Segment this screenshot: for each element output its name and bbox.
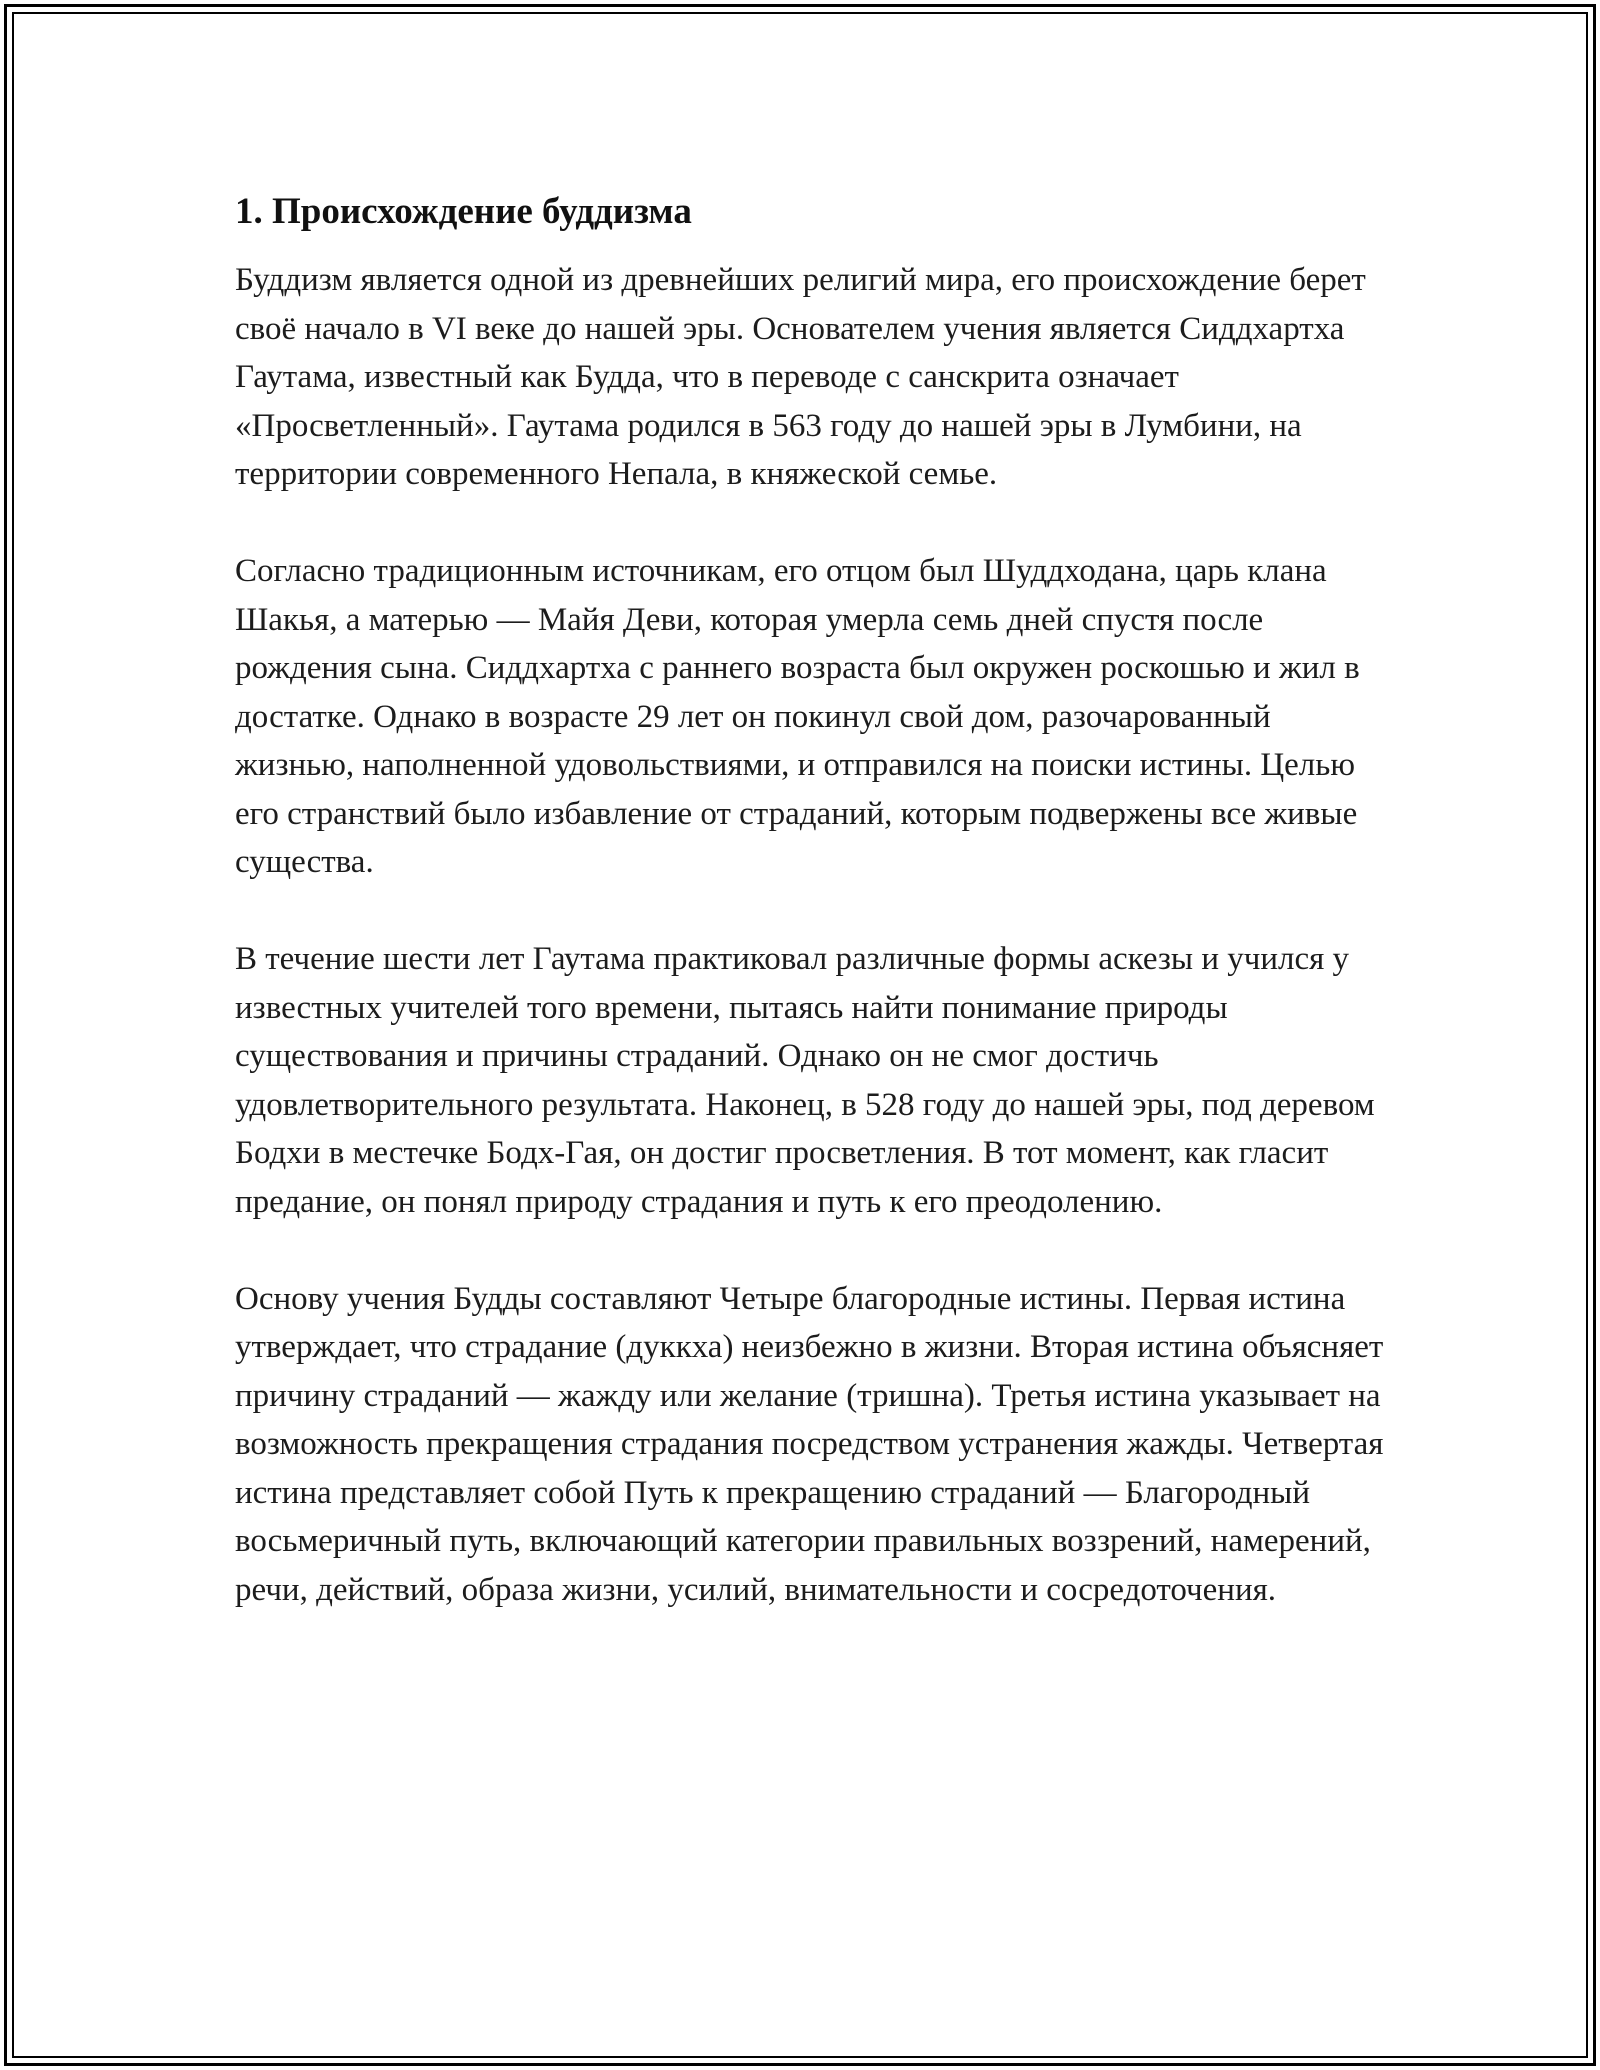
paragraph-4: Основу учения Будды составляют Четыре благородные истины. Первая истина утверждает, что страдание (дуккха) неизбежно в жизни. Вторая истина объясняет причину страданий — жажду или желание (тришна). Третья истина указывает на возможность прекращения страдания посредством устранения жажды. Четвертая истина представляет собой Путь к прекращению страданий — Благородный восьмеричный путь, включающий категории правильных воззрений, намерений, речи, действий, образа жизни, усилий, внимательности и сосредоточения.	[235, 1280, 1384, 1608]
section-heading: 1. Происхождение буддизма	[235, 191, 692, 232]
paragraph-2: Согласно традиционным источникам, его отцом был Шуддходана, царь клана Шакья, а матерью — Майя Деви, которая умерла семь дней спустя после рождения сына. Сиддхартха с раннего возраста был окружен роскошью и жил в достатке. Однако в возрасте 29 лет он покинул свой дом, разочарованный жизнью, наполненной удовольствиями, и отправился на поиски истины. Целью его странствий было избавление от страданий, которым подвержены все живые существа.	[235, 553, 1360, 880]
paragraph-3: В течение шести лет Гаутама практиковал различные формы аскезы и учился у известных учителей того времени, пытаясь найти понимание природы существования и причины страданий. Однако он не смог достичь удовлетворительного результата. Наконец, в 528 году до нашей эры, под деревом Бодхи в местечке Бодх-Гая, он достиг просветления. В тот момент, как гласит предание, он понял природу страдания и путь к его преодолению.	[235, 941, 1375, 1220]
document-body	[235, 188, 1385, 1663]
paragraph-1: Буддизм является одной из древнейших религий мира, его происхождение берет своё начало в VI веке до нашей эры. Основателем учения является Сиддхартха Гаутама, известный как Будда, что в переводе с санскрита означает «Просветленный». Гаутама родился в 563 году до нашей эры в Лумбини, на территории современного Непала, в княжеской семье.	[235, 262, 1366, 492]
